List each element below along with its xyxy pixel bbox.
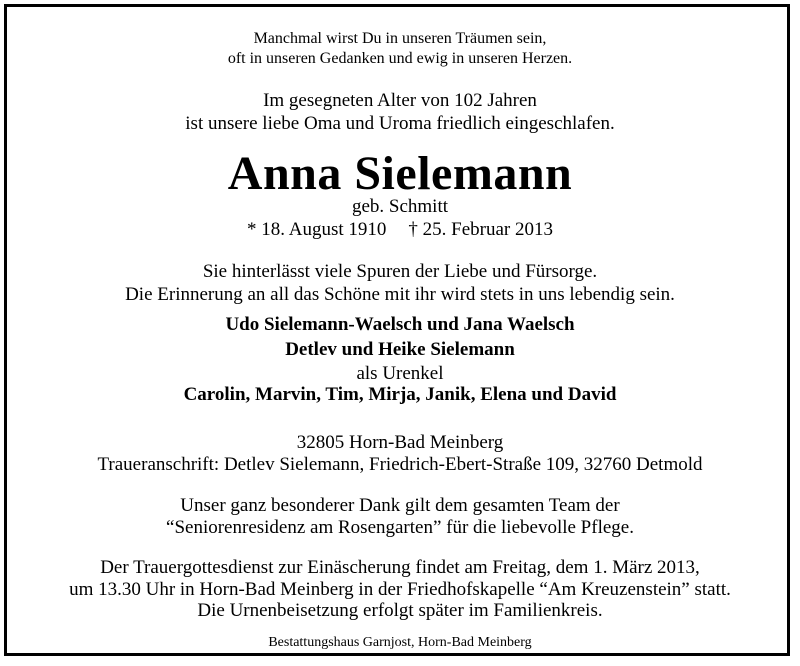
place-line: 32805 Horn-Bad Meinberg — [296, 432, 504, 453]
undertaker: Bestattungshaus Garnjost, Horn-Bad Meinberg — [268, 635, 532, 650]
memory-line-1: Sie hinterlässt viele Spuren der Liebe und Fürsorge. — [202, 261, 598, 282]
service-line-3: Die Urnenbeisetzung erfolgt später im Familienkreis. — [197, 600, 603, 621]
deceased-name: Anna Sielemann — [227, 147, 573, 200]
life-dates — [0, 220, 800, 239]
verse-line-1: Manchmal wirst Du in unseren Träumen sein, — [253, 30, 547, 47]
great-grandchildren: Carolin, Marvin, Tim, Mirja, Janik, Elena und David — [183, 384, 617, 405]
death-date: † 25. Februar 2013 — [408, 219, 553, 240]
service-line-1: Der Trauergottesdienst zur Einäscherung findet am Freitag, dem 1. März 2013, — [100, 557, 700, 578]
birth-name: geb. Schmitt — [351, 196, 449, 217]
verse-line-2: oft in unseren Gedanken und ewig in unseren Herzen. — [227, 50, 573, 67]
mourning-address: Traueranschrift: Detlev Sielemann, Friedrich-Ebert-Straße 109, 32760 Detmold — [97, 454, 703, 475]
thanks-line-1: Unser ganz besonderer Dank gilt dem gesamten Team der — [180, 495, 620, 516]
service-line-2: um 13.30 Uhr in Horn-Bad Meinberg in der Friedhofskapelle “Am Kreuzenstein” statt. — [69, 579, 731, 600]
memory-line-2: Die Erinnerung an all das Schöne mit ihr wird stets in uns lebendig sein. — [125, 284, 675, 305]
announcement-line-2: ist unsere liebe Oma und Uroma friedlich eingeschlafen. — [185, 113, 615, 134]
thanks-line-2: “Seniorenresidenz am Rosengarten” für die liebevolle Pflege. — [166, 517, 634, 538]
great-grandchildren-label: als Urenkel — [356, 363, 444, 384]
birth-date: * 18. August 1910 — [247, 219, 387, 240]
mourner-family-1: Udo Sielemann-Waelsch und Jana Waelsch — [225, 314, 575, 335]
announcement-line-1: Im gesegneten Alter von 102 Jahren — [263, 90, 537, 111]
mourner-family-2: Detlev und Heike Sielemann — [285, 339, 515, 360]
